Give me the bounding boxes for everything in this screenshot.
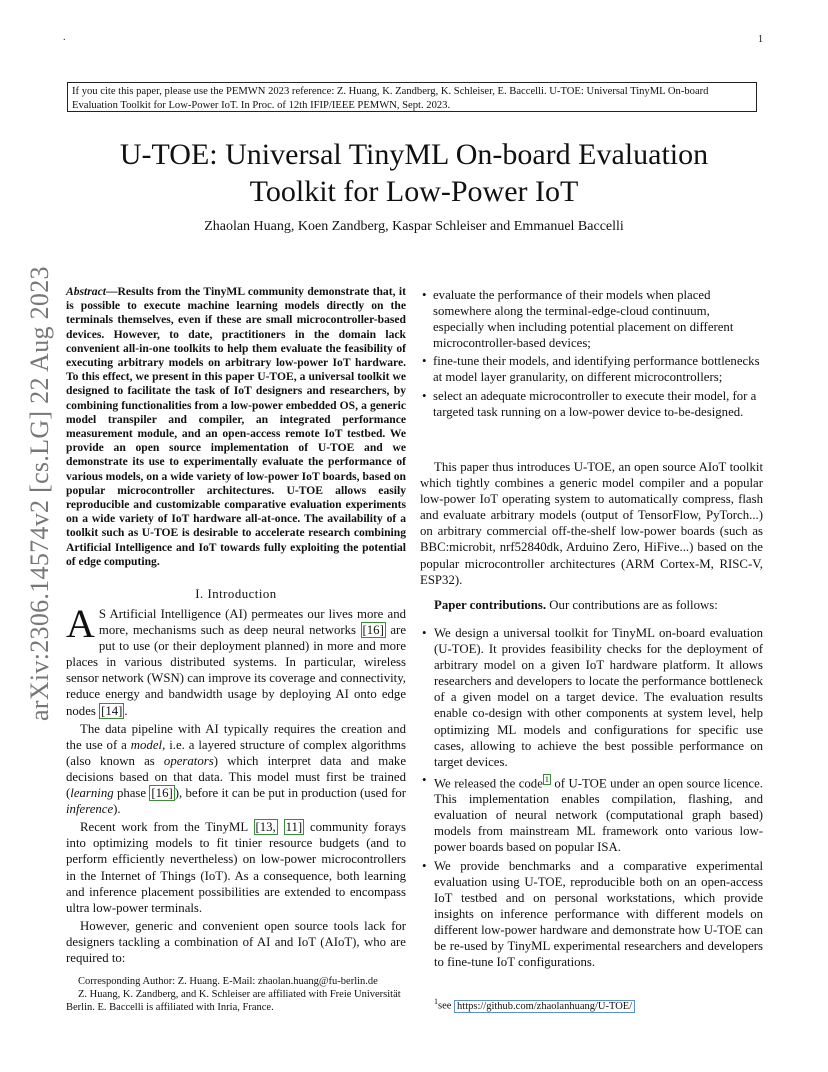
intro-paragraph-4: However, generic and convenient open source tools lack for designers tackling a combination of AI and IoT (AIoT), who are required to: <box>66 918 406 965</box>
bullet-icon: • <box>422 858 427 873</box>
footnote-ref-link[interactable]: 1 <box>544 774 549 784</box>
footnote-corresponding-author: Corresponding Author: Z. Huang. E-Mail: zhaolan.huang@fu-berlin.de <box>78 976 378 987</box>
intro-paragraph-3: Recent work from the TinyML [13, 11] community forays into optimizing models to fit tinier resource budgets (and to perform efficiently nevertheless) on low-power microcontrollers in the Internet of Things (IoT). As a consequence, both learning and inference placement possibilities are extended to encompass ultra low-power terminals. <box>66 820 407 915</box>
bullet-icon: • <box>422 388 427 403</box>
drop-cap: A <box>66 601 95 646</box>
footnote-left <box>66 975 406 1014</box>
abstract <box>66 285 406 569</box>
introduction-body <box>66 601 407 968</box>
bullet-icon: • <box>422 626 427 640</box>
intro-paragraph-2: The data pipeline with AI typically requires the creation and the use of a model, i.e. a layered structure of complex algorithms (also known as operators) which interpret data and make decisions based on that data. This model must first be trained (learning phase [16] ), before it can be put in production (used for inference). <box>66 721 406 817</box>
citation-link[interactable]: [13, <box>255 820 276 835</box>
github-url-link[interactable]: https://github.com/zhaolanhuang/U-TOE/ <box>454 1000 635 1013</box>
author-list: Zhaolan Huang, Koen Zandberg, Kaspar Schleiser and Emmanuel Baccelli <box>204 219 624 234</box>
list-item: • fine-tune their models, and identifying performance bottlenecks at model layer granularity, on different microcontrollers; <box>422 354 760 385</box>
list-item: • evaluate the performance of their models when placed somewhere along the terminal-edge-cloud continuum, especially when including potential placement on different microcontroller-based devices; <box>422 288 734 351</box>
contributions-list <box>420 625 763 972</box>
bullet-icon: • <box>422 288 427 302</box>
bullet-icon: • <box>422 354 427 369</box>
list-item: • We provide benchmarks and a comparative experimental evaluation using U-TOE, reproducible both on an open-access IoT testbed and on personal workstations, which provide insights on inference performance with different models on different low-power hardware and demonstrate how U-TOE can be re-used by TinyML experimental researchers and developers to fine-tune IoT configurations. <box>422 858 763 970</box>
citation-link[interactable]: [14] <box>101 703 123 718</box>
abstract-label: Abstract <box>66 285 106 298</box>
paper-title <box>0 136 828 210</box>
section-heading-introduction: I. Introduction <box>195 587 277 601</box>
footnote-affiliations: Z. Huang, K. Zandberg, and K. Schleiser are affiliated with Freie Universität Berlin. E. Baccelli is affiliated with Inria, France. <box>66 989 401 1013</box>
footnote-right: $^1$see https://github.com/zhaolanhuang/U-TOE/ <box>434 997 635 1012</box>
page-dot: . <box>63 32 66 43</box>
citation-link[interactable]: 11] <box>285 820 303 835</box>
paper-intro-paragraph: This paper thus introduces U-TOE, an open source AIoT toolkit which tightly combines a generic model compiler and a popular low-power IoT operating system to automatically compress, flash and evaluate arbitrary models (output of TensorFlow, PyTorch...) on arbitrary commercial off-the-shelf low-power boards (such as BBC:microbit, nrf52840dk, Arduino Zero, HiFive...) based on the popular microcontroller architectures (ARM Cortex-M, RISC-V, ESP32). <box>420 460 763 587</box>
citation-link[interactable]: [16] <box>151 786 173 801</box>
list-item: • We released the code $^1$ of U-TOE under an open source licence. This implementation enables compilation, flashing, and evaluation of neural network (computational graph based) models from mainstream ML framework onto various low-power boards based on popular ISA. <box>422 772 763 855</box>
title-line-2: Toolkit for Low-Power IoT <box>249 175 579 208</box>
intro-paragraph-1: A S Artificial Intelligence (AI) permeates our lives more and more, mechanisms such as deep neural networks [16] are put to use (or their deployment planned) in more and more places in various distributed systems. In particular, wireless sensor network (WSN) can improve its coverage and connectivity, reduce energy and bandwidth usage by deploying AI onto edge nodes [14] . <box>66 601 406 718</box>
bullet-icon: • <box>422 772 427 787</box>
title-line-1: U-TOE: Universal TinyML On-board Evaluation <box>119 138 709 171</box>
arxiv-watermark: arXiv:2306.14574v2 [cs.LG] 22 Aug 2023 <box>25 266 54 721</box>
abstract-text: —Results from the TinyML community demonstrate that, it is possible to execute machine learning models directly on the terminals themselves, even if these are small microcontroller-based devices. However, to date, practitioners in the domain lack convenient all-in-one toolkits to help them evaluate the feasibility of executing arbitrary models on arbitrary low-power IoT hardware. To this effect, we present in this paper U-TOE, a universal toolkit we designed to facilitate the task of IoT designers and researchers, by combining functionalities from a low-power embedded OS, a generic model transpiler and compiler, an integrated performance measurement module, and an open-access remote IoT testbed. We provide an open source implementation of U-TOE and we demonstrate its use to experimentally evaluate the performance of various models, on a wide variety of low-power IoT boards, based on popular microcontroller architectures. U-TOE allows easily reproducible and customizable comparative evaluation experiments on a wide variety of IoT hardware all-at-once. The availability of a toolkit such as U-TOE is desirable to accelerate research combining Artificial Intelligence and IoT towards fully exploiting the potential of edge computing. <box>66 285 406 568</box>
list-item: • select an adequate microcontroller to execute their model, for a targeted task running on a low-power device to-be-designed. <box>422 388 757 419</box>
designer-goals-list <box>420 287 763 422</box>
citation-notice-box: If you cite this paper, please use the PEMWN 2023 reference: Z. Huang, K. Zandberg, K. Schleiser, E. Baccelli. U-TOE: Universal TinyML On-board Evaluation Toolkit for Low-Power IoT. In Proc. of 12th IFIP/IEEE PEMWN, Sept. 2023. <box>67 82 757 112</box>
footnote-mark: 1 <box>434 997 438 1006</box>
contributions-heading: Paper contributions. Our contributions are as follows: <box>434 598 718 612</box>
page-number: 1 <box>758 34 763 45</box>
citation-link[interactable]: [16] <box>362 623 384 638</box>
list-item: • We design a universal toolkit for TinyML on-board evaluation (U-TOE). It provides feasibility checks for the deployment of arbitrary model on a given IoT hardware platform. It allows researchers and developers to locate the performance bottleneck of a given model on a target device. The evaluation results enable co-design with other components at system level, help optimizing ML models and configurations for specific use cases, allowing to achieve the best possible performance on target devices. <box>422 626 763 769</box>
